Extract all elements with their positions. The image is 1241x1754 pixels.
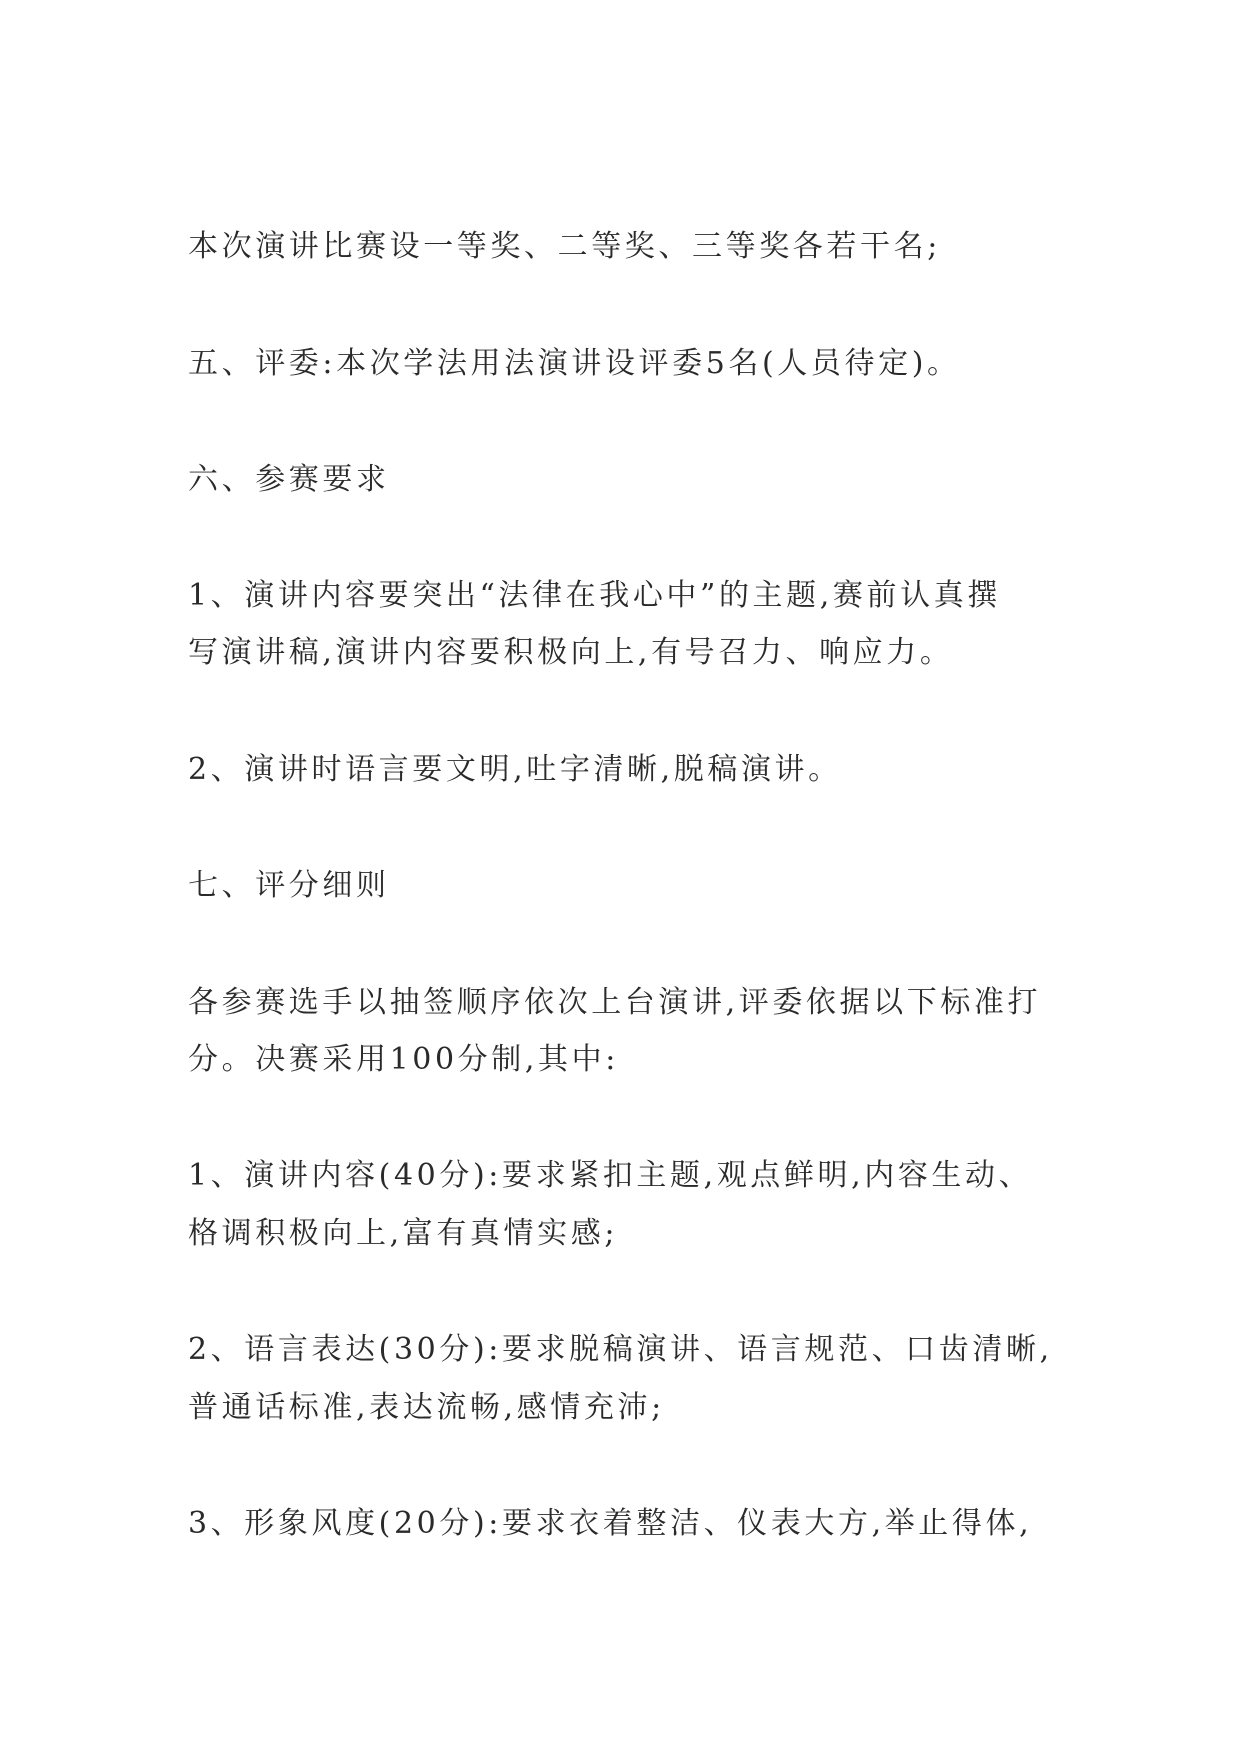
criterion-2-line-1: 2、语言表达(30分):要求脱稿演讲、语言规范、口齿清晰, (188, 1332, 1053, 1367)
requirement-1-line-1: 1、演讲内容要突出“法律在我心中”的主题,赛前认真撰 (188, 578, 1001, 613)
requirement-2-line: 2、演讲时语言要文明,吐字清晰,脱稿演讲。 (188, 752, 842, 787)
section-heading-scoring: 七、评分细则 (188, 868, 390, 903)
section-heading-requirements: 六、参赛要求 (188, 462, 390, 497)
criterion-2-line-2: 普通话标准,表达流畅,感情充沛; (188, 1390, 665, 1425)
criterion-3-line-1: 3、形象风度(20分):要求衣着整洁、仪表大方,举止得体, (188, 1506, 1033, 1541)
scoring-intro-line-1: 各参赛选手以抽签顺序依次上台演讲,评委依据以下标准打 (188, 985, 1042, 1020)
scoring-intro-line-2: 分。决赛采用100分制,其中: (188, 1042, 619, 1077)
criterion-1-line-2: 格调积极向上,富有真情实感; (188, 1216, 619, 1251)
criterion-1-line-1: 1、演讲内容(40分):要求紧扣主题,观点鲜明,内容生动、 (188, 1158, 1033, 1193)
award-setting-line: 本次演讲比赛设一等奖、二等奖、三等奖各若干名; (188, 229, 941, 264)
judges-line: 五、评委:本次学法用法演讲设评委5名(人员待定)。 (188, 346, 961, 381)
requirement-1-line-2: 写演讲稿,演讲内容要积极向上,有号召力、响应力。 (188, 635, 954, 670)
